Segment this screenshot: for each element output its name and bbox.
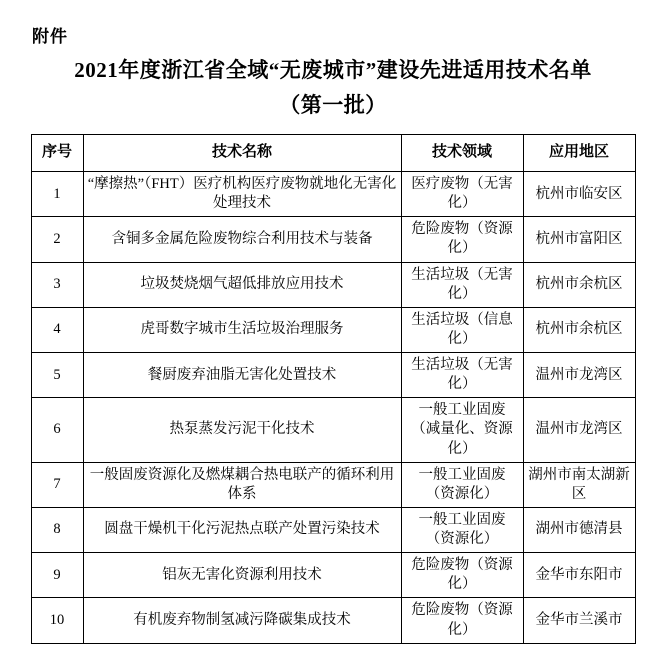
cell-field: 医疗废物（无害化） [401, 172, 523, 217]
table-row [31, 172, 635, 217]
table-row [31, 307, 635, 352]
cell-region: 金华市兰溪市 [523, 598, 635, 643]
cell-field: 危险废物（资源化） [401, 553, 523, 598]
cell-region: 杭州市余杭区 [523, 262, 635, 307]
cell-seq: 1 [31, 172, 83, 217]
column-header-name: 技术名称 [83, 135, 401, 172]
column-header-field: 技术领域 [401, 135, 523, 172]
cell-name: 热泵蒸发污泥干化技术 [83, 398, 401, 462]
cell-name: 有机废弃物制氢减污降碳集成技术 [83, 598, 401, 643]
table-row [31, 217, 635, 262]
cell-seq: 4 [31, 307, 83, 352]
cell-field: 生活垃圾（无害化） [401, 353, 523, 398]
cell-region: 湖州市南太湖新区 [523, 462, 635, 507]
attachment-label: 附件 [32, 27, 68, 46]
cell-name: 一般固废资源化及燃煤耦合热电联产的循环利用体系 [83, 462, 401, 507]
cell-name: 垃圾焚烧烟气超低排放应用技术 [83, 262, 401, 307]
cell-region: 湖州市德清县 [523, 507, 635, 552]
table-row [31, 598, 635, 643]
page-subtitle: （第一批） [279, 92, 387, 117]
table-row [31, 398, 635, 462]
cell-region: 金华市东阳市 [523, 553, 635, 598]
cell-seq: 6 [31, 398, 83, 462]
cell-seq: 2 [31, 217, 83, 262]
cell-region: 杭州市临安区 [523, 172, 635, 217]
cell-name: 铝灰无害化资源利用技术 [83, 553, 401, 598]
table-row [31, 262, 635, 307]
cell-field: 生活垃圾（信息化） [401, 307, 523, 352]
cell-seq: 10 [31, 598, 83, 643]
cell-name: 含铜多金属危险废物综合利用技术与装备 [83, 217, 401, 262]
cell-field: 一般工业固废（资源化） [401, 462, 523, 507]
cell-region: 温州市龙湾区 [523, 398, 635, 462]
cell-region: 杭州市富阳区 [523, 217, 635, 262]
cell-name: 虎哥数字城市生活垃圾治理服务 [83, 307, 401, 352]
cell-seq: 7 [31, 462, 83, 507]
cell-seq: 8 [31, 507, 83, 552]
cell-name: 餐厨废弃油脂无害化处置技术 [83, 353, 401, 398]
table-row [31, 462, 635, 507]
column-header-seq: 序号 [31, 135, 83, 172]
cell-field: 生活垃圾（无害化） [401, 262, 523, 307]
cell-seq: 5 [31, 353, 83, 398]
cell-region: 温州市龙湾区 [523, 353, 635, 398]
cell-region: 杭州市余杭区 [523, 307, 635, 352]
cell-seq: 3 [31, 262, 83, 307]
column-header-region: 应用地区 [523, 135, 635, 172]
technology-list-table [31, 134, 636, 644]
cell-name: “摩擦热”（FHT）医疗机构医疗废物就地化无害化处理技术 [83, 172, 401, 217]
cell-field: 危险废物（资源化） [401, 598, 523, 643]
table-row [31, 353, 635, 398]
cell-seq: 9 [31, 553, 83, 598]
cell-name: 圆盘干燥机干化污泥热点联产处置污染技术 [83, 507, 401, 552]
cell-field: 一般工业固废（减量化、资源化） [401, 398, 523, 462]
table-header-row [31, 135, 635, 172]
page-title: 2021年度浙江省全域“无废城市”建设先进适用技术名单 [74, 58, 592, 83]
table-row [31, 553, 635, 598]
cell-field: 一般工业固废（资源化） [401, 507, 523, 552]
cell-field: 危险废物（资源化） [401, 217, 523, 262]
table-row [31, 507, 635, 552]
